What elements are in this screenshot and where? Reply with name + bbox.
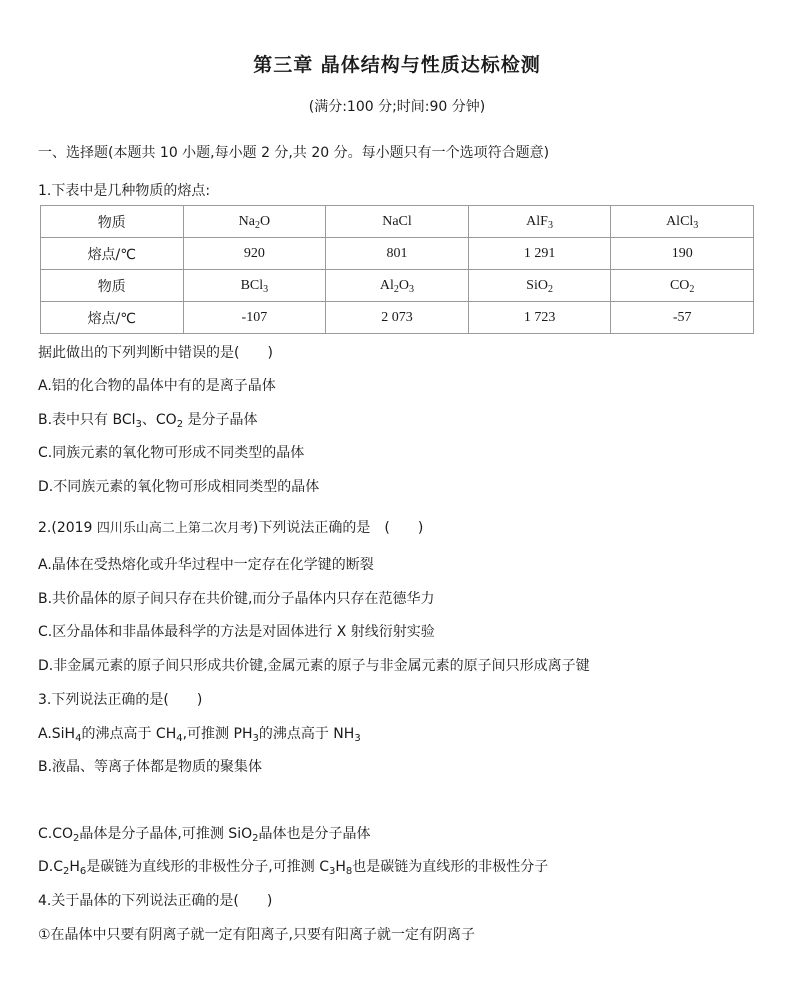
q3-option-a: A.SiH$_4$的沸点高于 $CH_4$,可推测 $PH_3$的沸点高于 $NH_3$ — [38, 726, 361, 744]
table-row — [41, 206, 754, 238]
table-cell: 熔点/℃ — [41, 302, 184, 334]
q3-option-c: $C.CO_2$晶体是分子晶体,可推测 SiO$_2$晶体也是分子晶体 — [38, 826, 371, 844]
q1-option-a: A.铝的化合物的晶体中有的是离子晶体 — [38, 378, 276, 394]
table-cell: 2 073 — [326, 302, 469, 334]
table-cell: 920 — [183, 238, 326, 270]
table-row — [41, 270, 754, 302]
q2-option-d: D.非金属元素的原子间只形成共价键,金属元素的原子与非金属元素的原子间只形成离子键 — [38, 658, 590, 674]
q1-option-c: C.同族元素的氧化物可形成不同类型的晶体 — [38, 445, 305, 461]
table-cell: 1 723 — [468, 302, 611, 334]
table-cell: $Na_2O$ — [183, 206, 326, 238]
q2-option-b: B.共价晶体的原子间只存在共价键,而分子晶体内只存在范德华力 — [38, 591, 435, 607]
section-heading: 一、选择题(本题共 10 小题,每小题 2 分,共 20 分。每小题只有一个选项符合题意) — [38, 145, 550, 161]
q1-option-d: D.不同族元素的氧化物可形成相同类型的晶体 — [38, 479, 320, 495]
q3-option-d: $D.C_2H_6$是碳链为直线形的非极性分子,可推测 $C_3H_8$也是碳链为直线形的非极性分子 — [38, 859, 549, 877]
table-cell: 801 — [326, 238, 469, 270]
q4-item-1: ①在晶体中只要有阴离子就一定有阳离子,只要有阳离子就一定有阴离子 — [38, 927, 475, 943]
table-cell: $Al_2O_3$ — [326, 270, 469, 302]
table-cell: BCl$_3$ — [183, 270, 326, 302]
table-cell: 1 291 — [468, 238, 611, 270]
q3-option-b: B.液晶、等离子体都是物质的聚集体 — [38, 759, 263, 775]
table-cell: AlF$_3$ — [468, 206, 611, 238]
table-cell: $CO_2$ — [611, 270, 754, 302]
q2-option-a: A.晶体在受热熔化或升华过程中一定存在化学键的断裂 — [38, 557, 374, 573]
table-cell: 190 — [611, 238, 754, 270]
table-cell: 熔点/℃ — [41, 238, 184, 270]
q1-stem: 1.下表中是几种物质的熔点: — [38, 183, 211, 199]
table-row — [41, 302, 754, 334]
melting-point-table — [40, 205, 754, 334]
q4-stem: 4.关于晶体的下列说法正确的是( ) — [38, 893, 273, 909]
q1-option-b: B.表中只有 BCl$_3$、$CO_2$ 是分子晶体 — [38, 412, 258, 430]
q3-stem: 3.下列说法正确的是( ) — [38, 692, 203, 708]
table-cell: -57 — [611, 302, 754, 334]
table-cell: SiO$_2$ — [468, 270, 611, 302]
table-cell: 物质 — [41, 206, 184, 238]
q1-ask: 据此做出的下列判断中错误的是( ) — [38, 345, 273, 361]
table-cell: -107 — [183, 302, 326, 334]
q2-option-c: C.区分晶体和非晶体最科学的方法是对固体进行 X 射线衍射实验 — [38, 624, 435, 640]
q2-stem: 2.(2019 四川乐山高二上第二次月考)下列说法正确的是 ( ) — [38, 520, 424, 536]
table-cell: AlCl$_3$ — [611, 206, 754, 238]
table-cell: NaCl — [326, 206, 469, 238]
page-subtitle: (满分:100 分;时间:90 分钟) — [308, 99, 486, 115]
table-row — [41, 238, 754, 270]
page-title: 第三章 晶体结构与性质达标检测 — [253, 54, 541, 76]
table-cell: 物质 — [41, 270, 184, 302]
